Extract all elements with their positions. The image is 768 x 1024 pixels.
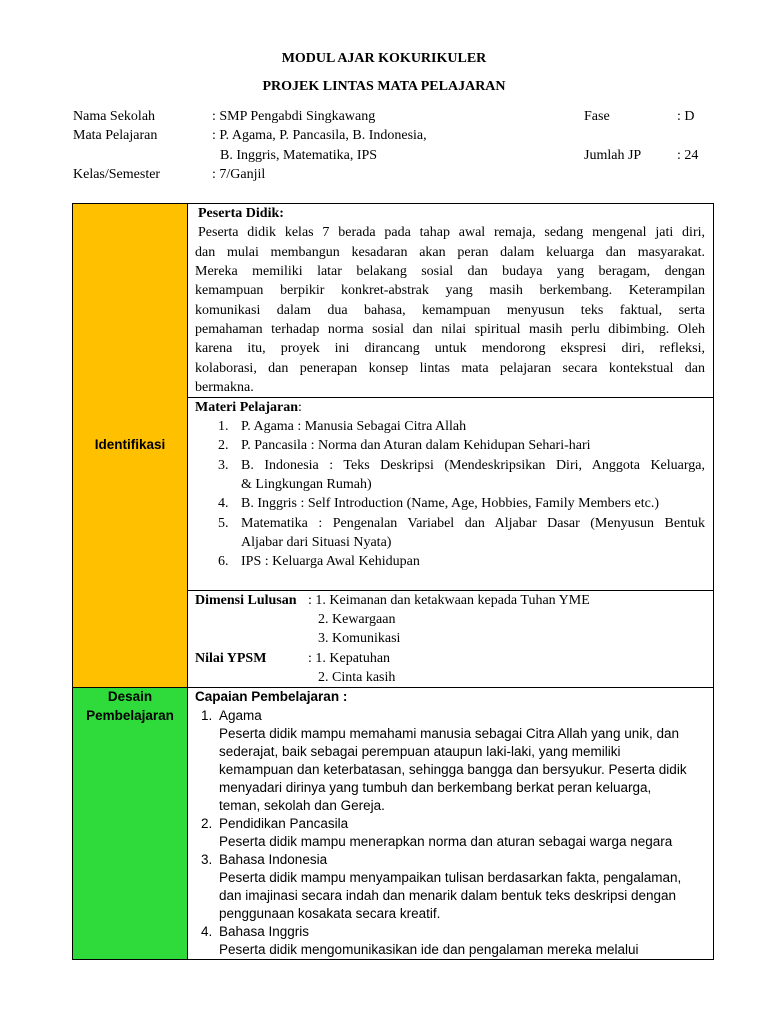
list-item: P. Pancasila : Norma dan Aturan dalam Kehidupan Sehari-hari: [241, 438, 591, 453]
document-title: MODUL AJAR KOKURIKULER: [281, 51, 487, 66]
subject-title: Bahasa Inggris: [219, 924, 310, 939]
capaian-line: Peserta didik mampu memahami manusia sebagai Citra Allah yang unik, dan: [219, 726, 679, 741]
modul-table: [72, 203, 714, 960]
capaian-line: Peserta didik mampu menyampaikan tulisan berdasarkan fakta, pengalaman,: [219, 870, 682, 885]
jumlah-jp-value: : 24: [677, 148, 699, 163]
capaian-line: sederajat, baik sebagai perempuan ataupun laki-laki, yang memiliki: [219, 744, 621, 759]
document-subtitle: PROJEK LINTAS MATA PELAJARAN: [262, 79, 506, 94]
mapel-value-cont: B. Inggris, Matematika, IPS: [220, 148, 378, 163]
capaian-heading: Capaian Pembelajaran :: [195, 689, 348, 704]
capaian-line: menyadari dirinya yang tumbuh dan berkembang berkat peran keluarga,: [219, 780, 652, 795]
nilai-ypsm-label: Nilai YPSM: [195, 651, 267, 666]
identifikasi-label: Identifikasi: [94, 437, 166, 452]
capaian-line: penggunaan kosakata secara kreatif.: [219, 906, 441, 921]
border-left: [72, 203, 73, 960]
column-divider: [187, 203, 188, 960]
peserta-line: pemahaman terhadap norma sosial dan nilai spiritual masih perlu dibimbing. Oleh: [195, 322, 705, 337]
desain-label-line2: Pembelajaran: [86, 708, 174, 723]
desain-label-line1: Desain: [107, 689, 153, 704]
materi-heading: [195, 398, 302, 417]
desain-cell: [73, 688, 187, 959]
list-item-cont: Aljabar dari Situasi Nyata): [241, 535, 392, 550]
peserta-line: Peserta didik kelas 7 berada pada tahap awal remaja, sedang mengenal jati diri,: [198, 225, 705, 240]
peserta-line: bermakna.: [195, 380, 254, 395]
list-item-cont: & Lingkungan Rumah): [241, 477, 372, 492]
list-number: 6.: [218, 554, 229, 569]
border-bottom: [72, 959, 714, 960]
peserta-line: komunikasi dalam dua bahasa, kemampuan menyusun teks faktual, serta: [195, 303, 705, 318]
peserta-line: karena itu, proyek ini dirancang untuk mendorong ekspresi diri, refleksi,: [195, 341, 705, 356]
fase-label: Fase: [584, 109, 610, 124]
border-right: [713, 203, 714, 960]
nilai-item: 2. Cinta kasih: [318, 670, 396, 685]
list-number: 4.: [218, 496, 229, 511]
dimensi-item: : 1. Keimanan dan ketakwaan kepada Tuhan YME: [308, 593, 590, 608]
peserta-line: Mereka memiliki latar belakang sosial dan budaya yang beragam, dengan: [195, 264, 705, 279]
list-number: 2.: [201, 816, 213, 831]
list-item: IPS : Keluarga Awal Kehidupan: [241, 554, 420, 569]
subject-title: Pendidikan Pancasila: [219, 816, 349, 831]
subject-title: Agama: [219, 708, 262, 723]
mapel-value: : P. Agama, P. Pancasila, B. Indonesia,: [212, 128, 427, 143]
list-item: B. Indonesia : Teks Deskripsi (Mendeskripsikan Diri, Anggota Keluarga,: [241, 458, 705, 473]
nama-sekolah-label: Nama Sekolah: [73, 109, 156, 124]
nama-sekolah-value: : SMP Pengabdi Singkawang: [212, 109, 376, 124]
nilai-item: : 1. Kepatuhan: [308, 651, 391, 666]
list-number: 5.: [218, 516, 229, 531]
list-number: 3.: [218, 458, 229, 473]
peserta-didik-heading: Peserta Didik:: [198, 206, 284, 221]
list-item: B. Inggris : Self Introduction (Name, Age, Hobbies, Family Members etc.): [241, 496, 659, 511]
dimensi-item: 3. Komunikasi: [318, 631, 401, 646]
list-item: Matematika : Pengenalan Variabel dan Aljabar Dasar (Menyusun Bentuk: [241, 516, 705, 531]
peserta-line: dan mulai membangun kesadaran akan peran dalam keluarga dan masyarakat.: [195, 245, 705, 260]
list-number: 4.: [201, 924, 213, 939]
list-number: 3.: [201, 852, 213, 867]
capaian-line: kemampuan dan keterbatasan, sehingga bangga dan bersyukur. Peserta didik: [219, 762, 687, 777]
capaian-line: teman, sekolah dan Gereja.: [219, 798, 385, 813]
list-number: 1.: [218, 419, 229, 434]
jumlah-jp-label: Jumlah JP: [584, 148, 642, 163]
kelas-label: Kelas/Semester: [73, 167, 161, 182]
mapel-label: Mata Pelajaran: [73, 128, 158, 143]
materi-heading-colon: :: [298, 400, 302, 415]
capaian-line: dan imajinasi secara indah dan menarik dalam bentuk teks deskripsi dengan: [219, 888, 677, 903]
border-top: [72, 203, 714, 204]
list-number: 1.: [201, 708, 213, 723]
peserta-line: kolaborasi, dan penerapan konsep lintas mata pelajaran secara kontekstual dan: [195, 361, 705, 376]
dimensi-item: 2. Kewargaan: [318, 612, 396, 627]
capaian-line: Peserta didik mengomunikasikan ide dan pengalaman mereka melalui: [219, 942, 639, 957]
capaian-line: Peserta didik mampu menerapkan norma dan aturan sebagai warga negara: [219, 834, 673, 849]
peserta-line: kemampuan berpikir konkret-abstrak yang masih berkembang. Keterampilan: [195, 283, 705, 298]
list-item: P. Agama : Manusia Sebagai Citra Allah: [241, 419, 467, 434]
kelas-value: : 7/Ganjil: [212, 167, 266, 182]
list-number: 2.: [218, 438, 229, 453]
materi-heading-label: Materi Pelajaran: [195, 400, 299, 415]
dimensi-lulusan-label: Dimensi Lulusan: [195, 593, 297, 608]
subject-title: Bahasa Indonesia: [219, 852, 328, 867]
fase-value: : D: [677, 109, 695, 124]
